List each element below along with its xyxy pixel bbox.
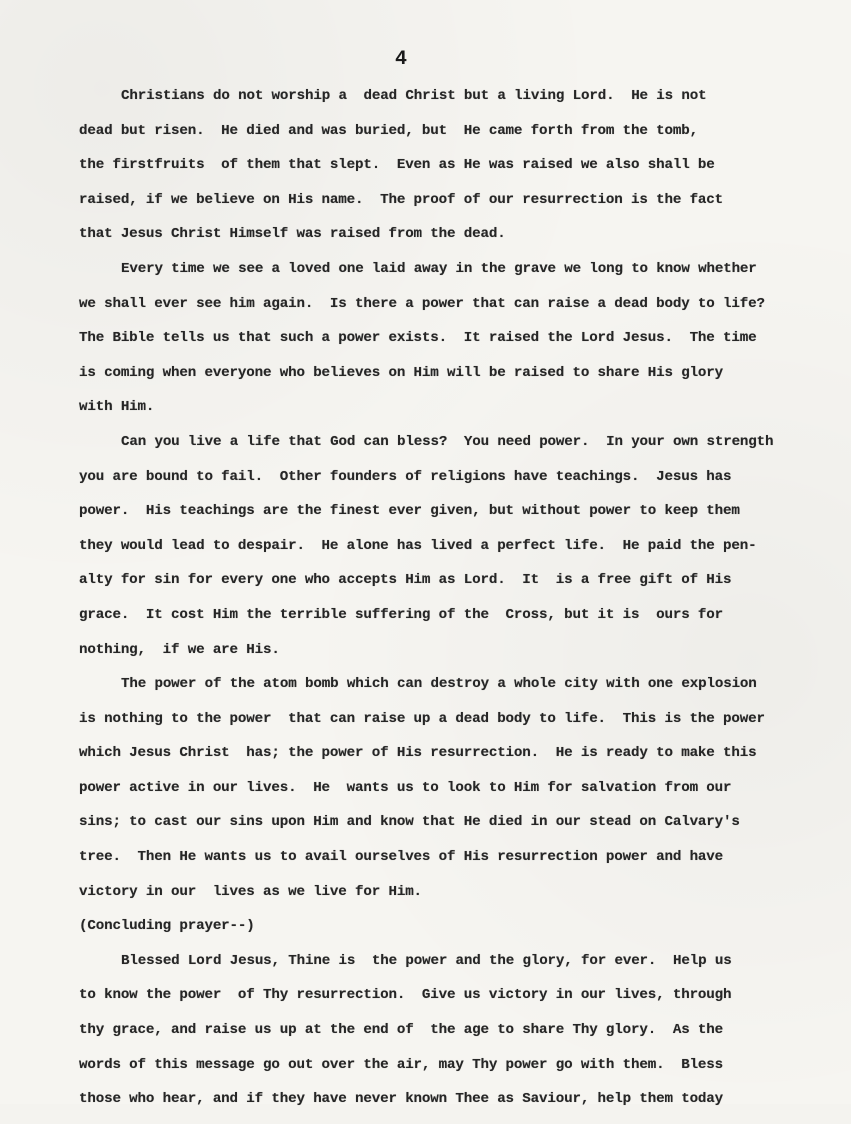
text-line: tree. Then He wants us to avail ourselves of His resurrection power and have	[79, 849, 724, 866]
text-line: sins; to cast our sins upon Him and know that He died in our stead on Calvary's	[79, 814, 740, 831]
text-line: (Concluding prayer--)	[79, 918, 255, 935]
text-line: is coming when everyone who believes on Him will be raised to share His glory	[79, 364, 724, 381]
text-line: alty for sin for every one who accepts Him as Lord. It is a free gift of His	[79, 572, 732, 589]
text-line: that Jesus Christ Himself was raised from the dead.	[79, 226, 506, 243]
text-line: power. His teachings are the finest ever given, but without power to keep them	[79, 503, 740, 520]
text-line: nothing, if we are His.	[79, 641, 280, 658]
text-line: Blessed Lord Jesus, Thine is the power and the glory, for ever. Help us	[121, 952, 732, 969]
text-line: Every time we see a loved one laid away in the grave we long to know whether	[121, 260, 757, 277]
text-line: The power of the atom bomb which can destroy a whole city with one explosion	[121, 676, 757, 693]
text-line: you are bound to fail. Other founders of religions have teachings. Jesus has	[79, 468, 732, 485]
document-body	[79, 86, 789, 1124]
page-number: 4	[395, 48, 408, 71]
text-line: words of this message go out over the air, may Thy power go with them. Bless	[79, 1056, 724, 1073]
text-line: which Jesus Christ has; the power of His resurrection. He is ready to make this	[79, 745, 757, 762]
text-line: victory in our lives as we live for Him.	[79, 883, 422, 900]
text-line: grace. It cost Him the terrible suffering of the Cross, but it is ours for	[79, 606, 724, 623]
text-line: dead but risen. He died and was buried, but He came forth from the tomb,	[79, 122, 698, 139]
text-line: with Him.	[79, 399, 155, 416]
text-line: raised, if we believe on His name. The proof of our resurrection is the fact	[79, 191, 724, 208]
text-line: we shall ever see him again. Is there a power that can raise a dead body to life?	[79, 295, 765, 312]
text-line: thy grace, and raise us up at the end of the age to share Thy glory. As the	[79, 1022, 724, 1039]
text-line: is nothing to the power that can raise up a dead body to life. This is the power	[79, 710, 765, 727]
text-line: The Bible tells us that such a power exists. It raised the Lord Jesus. The time	[79, 330, 757, 347]
text-line: the firstfruits of them that slept. Even as He was raised we also shall be	[79, 157, 715, 174]
text-line: those who hear, and if they have never known Thee as Saviour, help them today	[79, 1091, 724, 1108]
text-line: they would lead to despair. He alone has lived a perfect life. He paid the pen-	[79, 537, 757, 554]
text-line: Christians do not worship a dead Christ but a living Lord. He is not	[121, 88, 707, 104]
text-line: to know the power of Thy resurrection. Give us victory in our lives, through	[79, 987, 732, 1004]
text-line: power active in our lives. He wants us to look to Him for salvation from our	[79, 779, 732, 796]
text-line: Can you live a life that God can bless? You need power. In your own strength	[121, 433, 774, 450]
